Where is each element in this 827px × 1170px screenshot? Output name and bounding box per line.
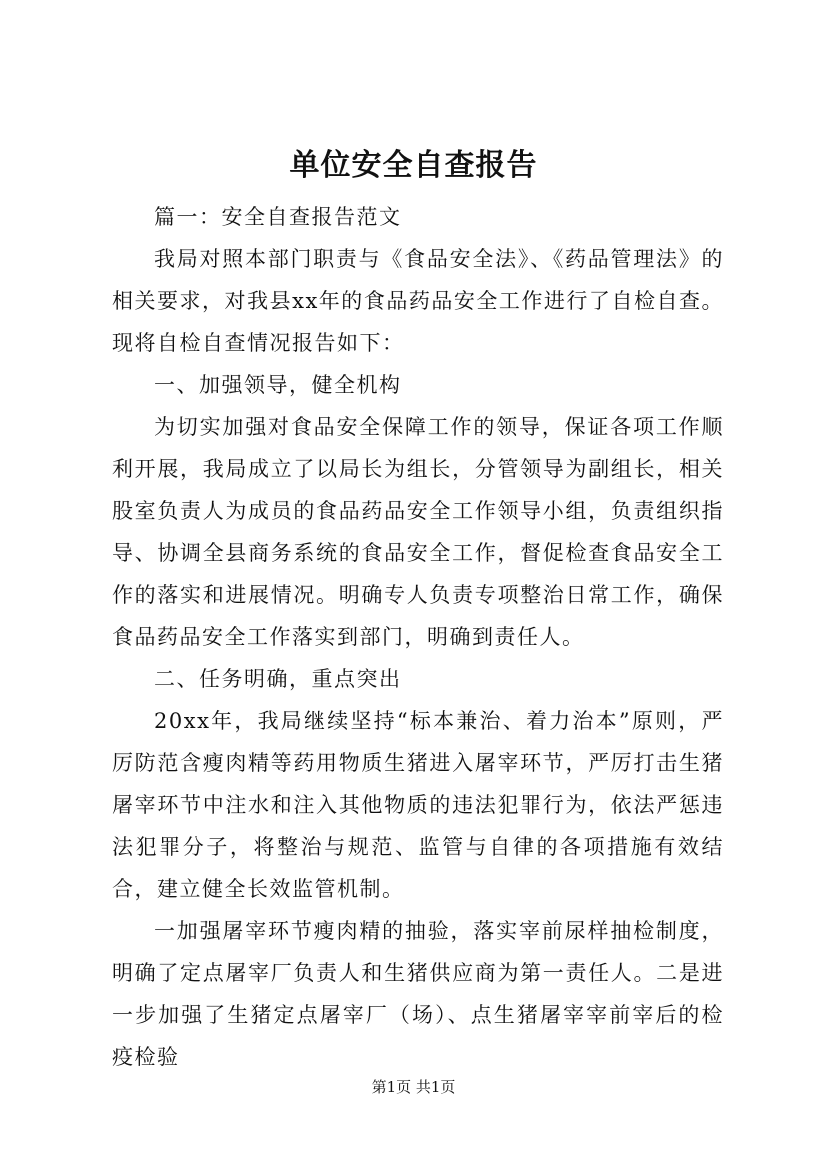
paragraph: 20xx年，我局继续坚持“标本兼治、着力治本”原则，严厉防范含瘦肉精等药用物质生猪进入屠宰环节，严厉打击生猪屠宰环节中注水和注入其他物质的违法犯罪行为，依法严惩违法犯罪分子，将整治与规范、监管与自律的各项措施有效结合，建立健全长效监管机制。 (112, 709, 724, 901)
paragraph: 我局对照本部门职责与《食品安全法》、《药品管理法》的相关要求，对我县xx年的食品药品安全工作进行了自检自查。现将自检自查情况报告如下： (112, 247, 724, 355)
section-heading: 一、加强领导，健全机构 (154, 373, 402, 397)
section-heading: 二、任务明确，重点突出 (154, 667, 402, 691)
section-heading: 篇一：安全自查报告范文 (154, 205, 402, 229)
paragraph: 一加强屠宰环节瘦肉精的抽验，落实宰前尿样抽检制度，明确了定点屠宰厂负责人和生猪供应商为第一责任人。二是进一步加强了生猪定点屠宰厂（场）、点生猪屠宰宰前宰后的检疫检验 (112, 919, 724, 1069)
paragraph: 为切实加强对食品安全保障工作的领导，保证各项工作顺利开展，我局成立了以局长为组长，分管领导为副组长，相关股室负责人为成员的食品药品安全工作领导小组，负责组织指导、协调全县商务系统的食品安全工作，督促检查食品安全工作的落实和进展情况。明确专人负责专项整治日常工作，确保食品药品安全工作落实到部门，明确到责任人。 (112, 415, 724, 649)
document-title: 单位安全自查报告 (289, 148, 538, 183)
document-body (112, 196, 724, 1078)
page-number-footer: 第1页 共1页 (371, 1078, 456, 1096)
